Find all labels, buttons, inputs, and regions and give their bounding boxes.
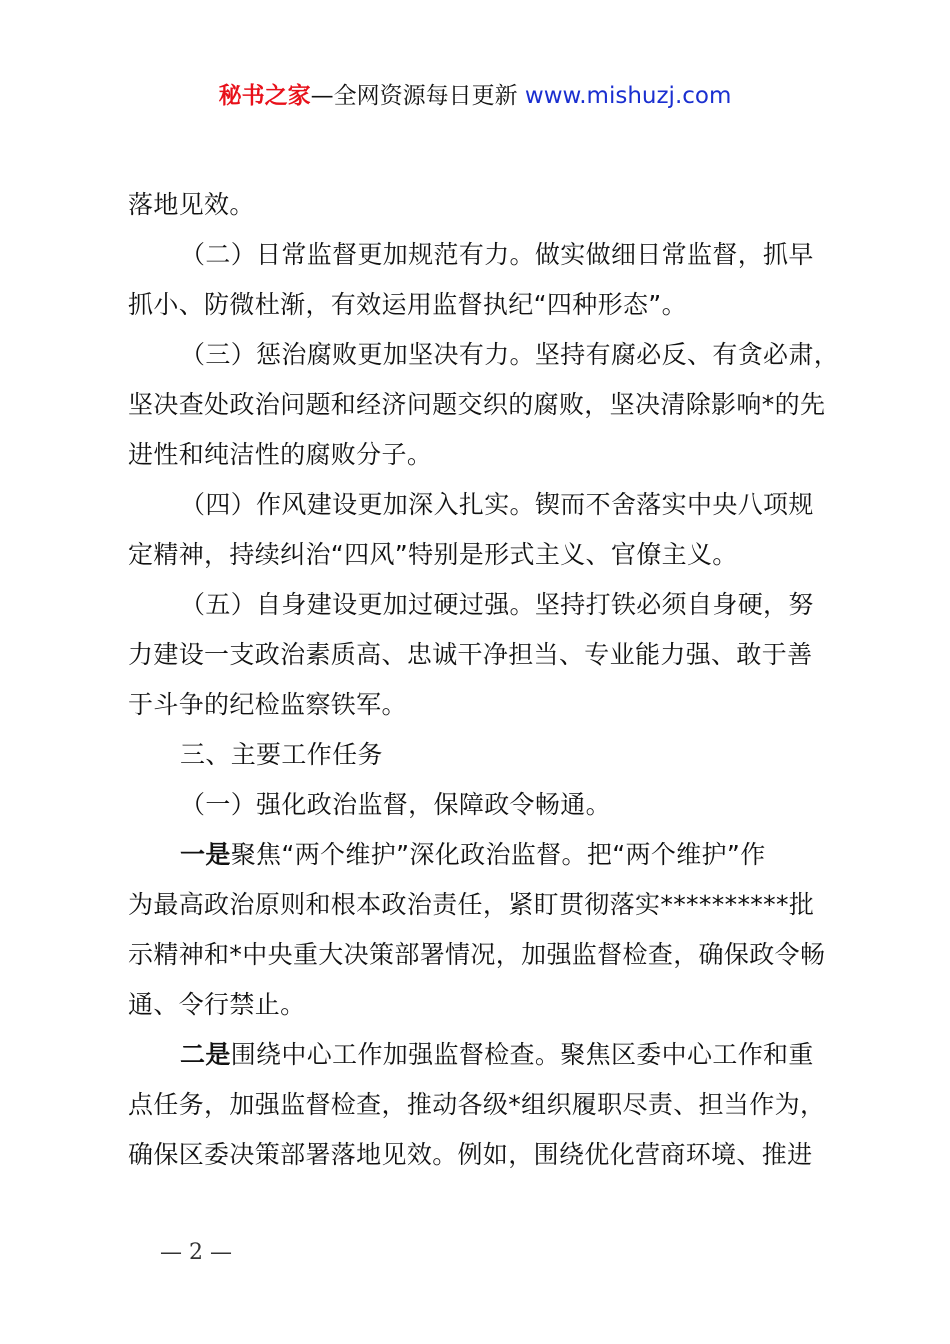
paragraph-line: 通、令行禁止。	[128, 990, 306, 1019]
paragraph-text: 围绕中心工作加强监督检查。聚焦区委中心工作和重	[230, 1040, 814, 1069]
paragraph-line: 示精神和*中央重大决策部署情况，加强监督检查，确保政令畅	[128, 940, 826, 969]
paragraph-line: （四）作风建设更加深入扎实。锲而不舍落实中央八项规	[180, 490, 814, 519]
paragraph-line: （二）日常监督更加规范有力。做实做细日常监督，抓早	[180, 240, 814, 269]
paragraph-line: 为最高政治原则和根本政治责任，紧盯贯彻落实**********批	[128, 890, 815, 919]
paragraph-line: 确保区委决策部署落地见效。例如，围绕优化营商环境、推进	[128, 1140, 813, 1169]
paragraph-line: （五）自身建设更加过硬过强。坚持打铁必须自身硬，努	[180, 590, 814, 619]
paragraph-line: 于斗争的纪检监察铁军。	[128, 690, 407, 719]
subsection-heading: （一）强化政治监督，保障政令畅通。	[180, 790, 611, 819]
site-header	[0, 80, 950, 112]
paragraph-line: 落地见效。	[128, 190, 255, 219]
header-slogan: —全网资源每日更新	[310, 83, 518, 109]
paragraph-line	[180, 1037, 814, 1073]
paragraph-line: 点任务，加强监督检查，推动各级*组织履职尽责、担当作为，	[128, 1090, 826, 1119]
section-heading: 三、主要工作任务	[180, 740, 383, 769]
paragraph-line: 力建设一支政治素质高、忠诚干净担当、专业能力强、敢于善	[128, 640, 813, 669]
bold-lead: 一是	[180, 840, 231, 869]
header-brand: 秘书之家	[218, 83, 311, 109]
paragraph-line	[180, 837, 766, 873]
header-url[interactable]: www.mishuzj.com	[524, 83, 732, 109]
paragraph-line: 坚决查处政治问题和经济问题交织的腐败，坚决清除影响*的先	[128, 390, 826, 419]
paragraph-line: 进性和纯洁性的腐败分子。	[128, 440, 433, 469]
page-number: — 2 —	[160, 1240, 232, 1265]
paragraph-line: （三）惩治腐败更加坚决有力。坚持有腐必反、有贪必肃，	[180, 340, 840, 369]
paragraph-line: 定精神，持续纠治“四风”特别是形式主义、官僚主义。	[128, 540, 738, 569]
bold-lead: 二是	[180, 1040, 231, 1069]
paragraph-text: 聚焦“两个维护”深化政治监督。把“两个维护”作	[230, 840, 766, 869]
paragraph-line: 抓小、防微杜渐，有效运用监督执纪“四种形态”。	[128, 290, 687, 319]
